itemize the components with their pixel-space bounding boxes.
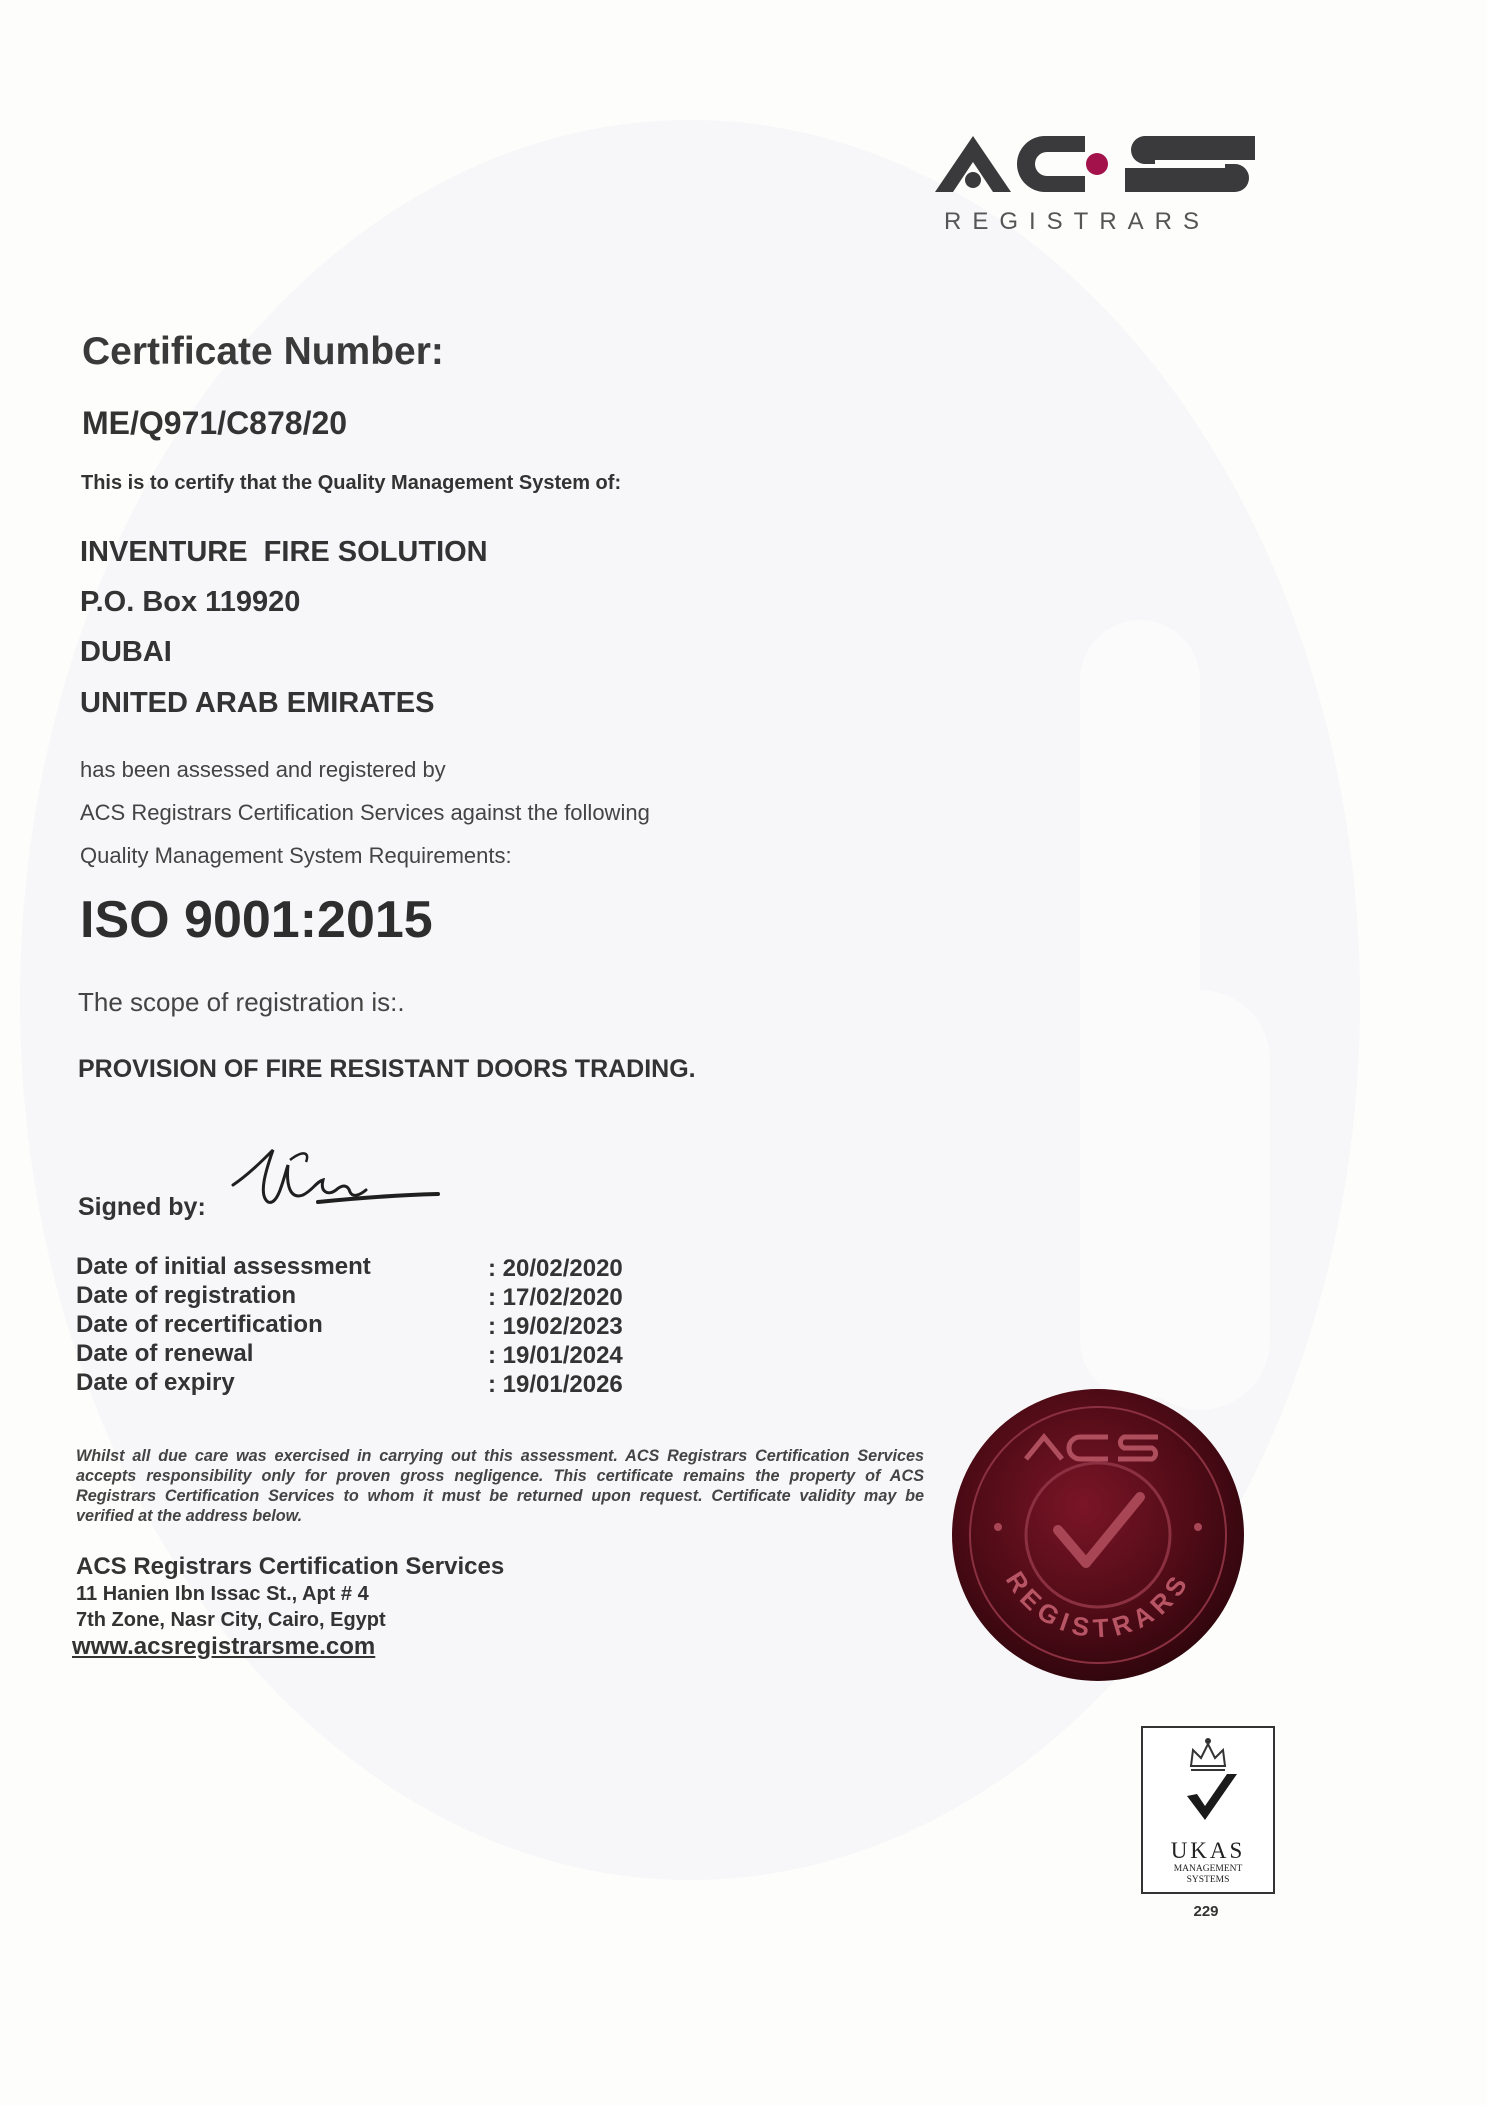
scope-label: The scope of registration is:. xyxy=(78,987,405,1017)
certificate-number-label: Certificate Number: xyxy=(82,330,444,373)
organization-country: UNITED ARAB EMIRATES xyxy=(80,687,435,719)
office-address-1: 11 Hanien Ibn Issac St., Apt # 4 xyxy=(76,1583,369,1605)
date-value: : 17/02/2020 xyxy=(488,1284,623,1311)
date-label: Date of initial assessment xyxy=(76,1253,371,1280)
assessment-line-1: has been assessed and registered by xyxy=(80,757,446,782)
date-value: : 19/01/2026 xyxy=(488,1371,623,1398)
disclaimer-text: Whilst all due care was exercised in carrying out this assessment. ACS Registrars Certification Services accepts responsibility only for proven gross negligence. This certificate remains the property of ACS Registrars Certification Services to whom it must be returned upon request. Certificate validity may be verified at the address below. xyxy=(76,1447,924,1525)
date-label: Date of registration xyxy=(76,1282,297,1309)
logo-subtitle: REGISTRARS xyxy=(944,208,1211,235)
organization-po-box: P.O. Box 119920 xyxy=(80,586,301,618)
ukas-name: UKAS xyxy=(1170,1838,1246,1863)
ukas-sub-2: SYSTEMS xyxy=(1186,1875,1230,1885)
office-name: ACS Registrars Certification Services xyxy=(76,1553,505,1580)
date-label: Date of recertification xyxy=(76,1311,323,1338)
certify-statement: This is to certify that the Quality Management System of: xyxy=(81,472,622,494)
date-labels xyxy=(76,1252,371,1397)
ukas-number: 229 xyxy=(1193,1903,1219,1920)
ukas-sub-1: MANAGEMENT xyxy=(1173,1864,1243,1874)
organization-city: DUBAI xyxy=(80,636,172,668)
date-label: Date of expiry xyxy=(76,1369,235,1396)
date-value: : 19/01/2024 xyxy=(488,1342,623,1369)
watermark-bar xyxy=(1130,990,1270,1410)
seal-bottom-text: REGISTRARS xyxy=(999,1565,1197,1644)
office-address-2: 7th Zone, Nasr City, Cairo, Egypt xyxy=(76,1609,386,1631)
website-link[interactable]: www.acsregistrarsme.com xyxy=(72,1633,376,1660)
date-value: : 20/02/2020 xyxy=(488,1255,623,1282)
signed-by-label: Signed by: xyxy=(78,1193,206,1221)
scope-text: PROVISION OF FIRE RESISTANT DOORS TRADING. xyxy=(78,1055,696,1083)
acs-logo xyxy=(935,130,1265,200)
registrars-seal xyxy=(948,1385,1248,1685)
signature-image xyxy=(228,1140,448,1230)
standard-title: ISO 9001:2015 xyxy=(80,891,433,949)
assessment-line-3: Quality Management System Requirements: xyxy=(80,843,512,868)
date-label: Date of renewal xyxy=(76,1340,254,1367)
logo-accent-dot xyxy=(1086,153,1108,175)
crown-check-icon xyxy=(1143,1728,1273,1838)
organization-name: INVENTURE FIRE SOLUTION xyxy=(80,536,488,568)
date-value: : 19/02/2023 xyxy=(488,1313,623,1340)
ukas-accreditation-mark xyxy=(1141,1726,1275,1894)
date-values xyxy=(488,1254,623,1399)
assessment-line-2: ACS Registrars Certification Services against the following xyxy=(80,800,650,825)
certificate-number: ME/Q971/C878/20 xyxy=(82,405,348,441)
